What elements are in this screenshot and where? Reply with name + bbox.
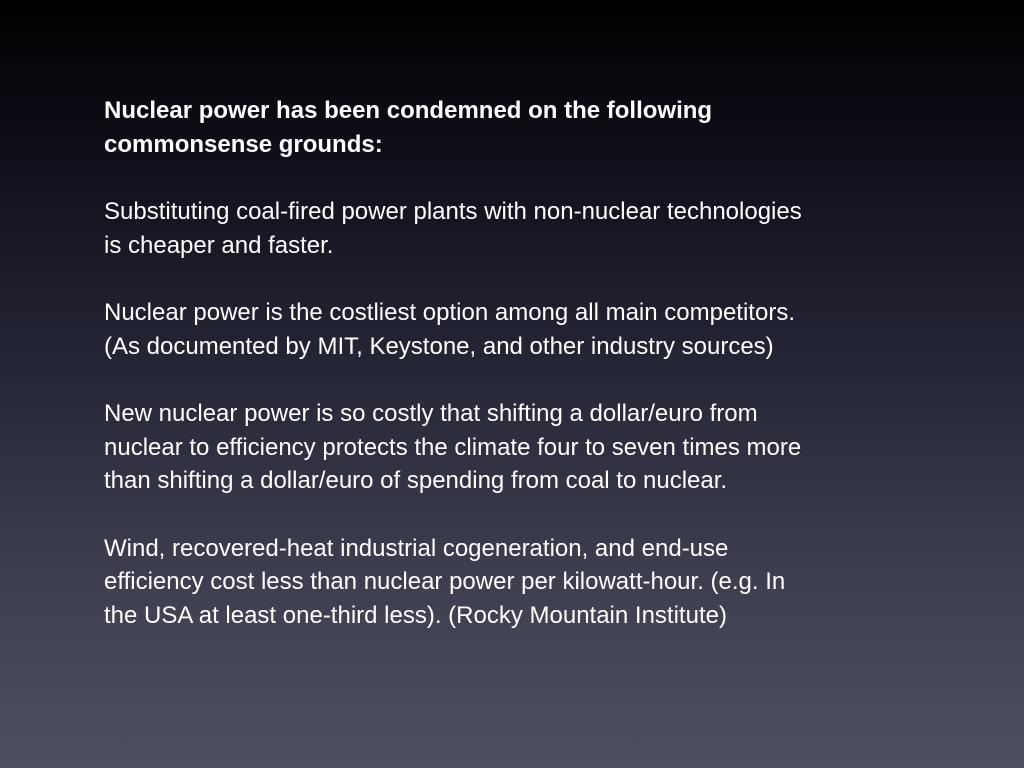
slide-heading: Nuclear power has been condemned on the following commonsense grounds: [104,97,713,158]
paragraph-efficiency-comparison: New nuclear power is so costly that shifting a dollar/euro from nuclear to efficiency protects the climate four to seven times more than shifting a dollar/euro of spending from coal to nuclear. [104,400,802,494]
slide-content [104,94,964,666]
paragraph-wind-cogeneration: Wind, recovered-heat industrial cogeneration, and end-use efficiency cost less than nuclear power per kilowatt-hour. (e.g. In the USA at least one-third less). (Rocky Mountain Institute) [104,534,786,629]
paragraph-coal-substitution: Substituting coal-fired power plants with non-nuclear technologies is cheaper and faster. [104,198,802,259]
paragraph-costliest-option: Nuclear power is the costliest option among all main competitors. (As documented by MIT, Keystone, and other industry sources) [104,299,795,360]
